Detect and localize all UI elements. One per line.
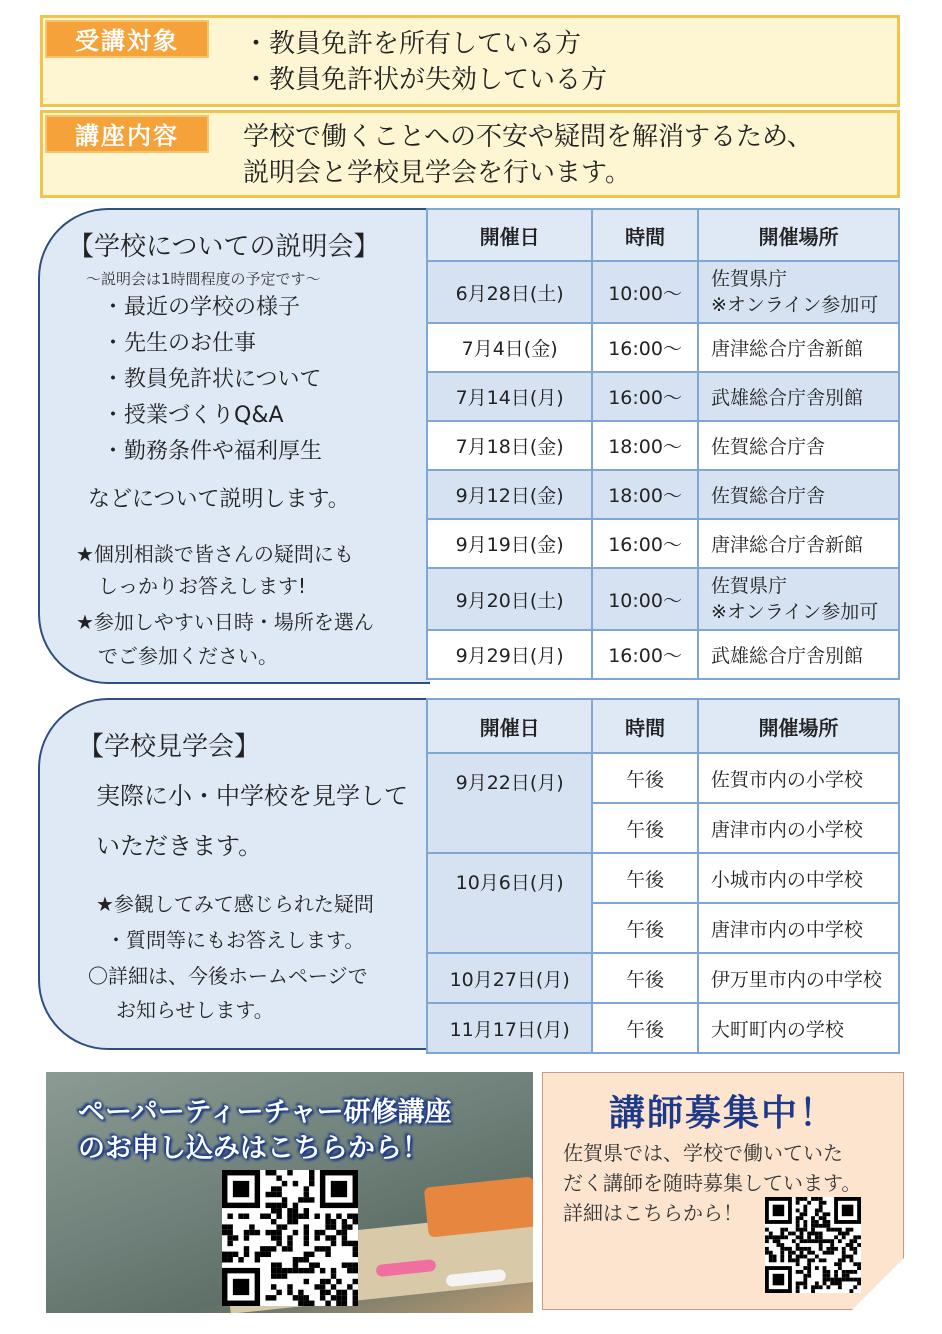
content-line-2: 説明会と学校見学会を行います。 xyxy=(243,158,631,188)
place-note: ※オンライン参加可 xyxy=(710,294,879,316)
table-row xyxy=(427,853,899,903)
briefing-topic: ・勤務条件や福利厚生 xyxy=(102,439,323,464)
place-cell: 唐津市内の中学校 xyxy=(698,903,899,953)
time-cell: 16:00～ xyxy=(592,519,698,568)
visit-note: ★参観してみて感じられた疑問 xyxy=(96,892,374,916)
visit-schedule-table xyxy=(426,698,900,1054)
header-date: 開催日 xyxy=(427,699,592,753)
briefing-topic: ・教員免許状について xyxy=(102,367,322,392)
target-label: 受講対象 xyxy=(45,20,209,58)
date-cell: 9月20日(土) xyxy=(427,568,592,630)
table-row xyxy=(427,261,899,323)
recruit-line: 詳細はこちらから！ xyxy=(563,1201,743,1225)
table-row xyxy=(427,568,899,630)
time-cell: 午後 xyxy=(592,753,698,803)
date-cell: 7月18日(金) xyxy=(427,421,592,470)
apply-title-line-2: のお申し込みはこちらから！ xyxy=(78,1133,429,1164)
table-row xyxy=(427,519,899,568)
visit-note: お知らせします。 xyxy=(116,998,274,1022)
briefing-subtitle: ～説明会は1時間程度の予定です～ xyxy=(86,270,321,288)
recruit-line: 佐賀県では、学校で働いていた xyxy=(563,1141,843,1165)
briefing-note: ★参加しやすい日時・場所を選ん xyxy=(76,610,374,634)
briefing-panel xyxy=(38,208,430,684)
page-curl-corner xyxy=(852,1258,904,1310)
table-row xyxy=(427,953,899,1003)
target-line-1: ・教員免許を所有している方 xyxy=(243,29,582,59)
visit-panel xyxy=(38,698,430,1050)
briefing-schedule-table xyxy=(426,208,900,680)
visit-line: 実際に小・中学校を見学して xyxy=(96,782,408,810)
briefing-note: でご参加ください。 xyxy=(98,644,278,668)
time-cell: 16:00～ xyxy=(592,630,698,679)
time-cell: 10:00～ xyxy=(592,261,698,323)
visit-note: ・質問等にもお答えします。 xyxy=(106,928,365,952)
table-row xyxy=(427,1003,899,1053)
target-line-2: ・教員免許状が失効している方 xyxy=(243,65,608,95)
place-name: 佐賀県庁 xyxy=(710,575,787,597)
date-cell: 7月14日(月) xyxy=(427,372,592,421)
recruit-line: だく講師を随時募集しています。 xyxy=(563,1171,862,1195)
time-cell: 午後 xyxy=(592,953,698,1003)
place-cell: 佐賀総合庁舎 xyxy=(698,421,899,470)
time-cell: 午後 xyxy=(592,1003,698,1053)
target-band xyxy=(40,15,900,107)
table-row xyxy=(427,470,899,519)
time-cell: 18:00～ xyxy=(592,421,698,470)
place-cell: 武雄総合庁舎別館 xyxy=(698,372,899,421)
place-cell: 武雄総合庁舎別館 xyxy=(698,630,899,679)
qr-code-icon xyxy=(222,1170,358,1306)
header-time: 時間 xyxy=(592,209,698,261)
date-cell: 10月27日(月) xyxy=(427,953,592,1003)
briefing-title: 【学校についての説明会】 xyxy=(68,232,380,262)
time-cell: 16:00～ xyxy=(592,323,698,372)
time-cell: 16:00～ xyxy=(592,372,698,421)
place-cell: 唐津総合庁舎新館 xyxy=(698,323,899,372)
apply-title-line-1: ペーパーティーチャー研修講座 xyxy=(78,1097,452,1128)
place-cell: 唐津総合庁舎新館 xyxy=(698,519,899,568)
time-cell: 午後 xyxy=(592,853,698,903)
recruit-title: 講師募集中！ xyxy=(608,1093,837,1134)
date-cell: 6月28日(土) xyxy=(427,261,592,323)
content-label: 講座内容 xyxy=(45,115,209,153)
recruit-qr-code[interactable] xyxy=(765,1197,861,1293)
date-cell: 9月22日(月) xyxy=(427,753,592,853)
time-cell: 18:00～ xyxy=(592,470,698,519)
place-name: 佐賀県庁 xyxy=(710,268,787,290)
apply-qr-code[interactable] xyxy=(222,1170,358,1306)
content-band xyxy=(40,110,900,198)
time-cell: 10:00～ xyxy=(592,568,698,630)
briefing-closing: などについて説明します。 xyxy=(88,487,350,512)
place-cell: 伊万里市内の中学校 xyxy=(698,953,899,1003)
table-row xyxy=(427,323,899,372)
recruit-note xyxy=(542,1072,904,1310)
briefing-topic: ・授業づくりQ&A xyxy=(102,403,284,428)
visit-title: 【学校見学会】 xyxy=(78,732,261,762)
table-row xyxy=(427,630,899,679)
content-line-1: 学校で働くことへの不安や疑問を解消するため、 xyxy=(243,122,813,152)
date-cell: 7月4日(金) xyxy=(427,323,592,372)
time-cell: 午後 xyxy=(592,803,698,853)
date-cell: 9月19日(金) xyxy=(427,519,592,568)
date-cell: 9月29日(月) xyxy=(427,630,592,679)
briefing-note: しっかりお答えします! xyxy=(98,574,307,598)
table-row xyxy=(427,421,899,470)
table-row xyxy=(427,372,899,421)
table-row xyxy=(427,753,899,803)
place-cell: 唐津市内の小学校 xyxy=(698,803,899,853)
place-note: ※オンライン参加可 xyxy=(710,601,879,623)
briefing-topic: ・最近の学校の様子 xyxy=(102,295,301,320)
apply-banner xyxy=(46,1072,533,1313)
place-cell: 大町町内の学校 xyxy=(698,1003,899,1053)
place-cell: 佐賀総合庁舎 xyxy=(698,470,899,519)
time-cell: 午後 xyxy=(592,903,698,953)
header-date: 開催日 xyxy=(427,209,592,261)
place-cell: 小城市内の中学校 xyxy=(698,853,899,903)
date-cell: 10月6日(月) xyxy=(427,853,592,953)
header-place: 開催場所 xyxy=(698,209,899,261)
header-place: 開催場所 xyxy=(698,699,899,753)
place-cell: 佐賀市内の小学校 xyxy=(698,753,899,803)
date-cell: 9月12日(金) xyxy=(427,470,592,519)
place-cell xyxy=(698,568,899,630)
briefing-note: ★個別相談で皆さんの疑問にも xyxy=(76,542,354,566)
place-cell xyxy=(698,261,899,323)
briefing-topic: ・先生のお仕事 xyxy=(102,331,257,356)
date-cell: 11月17日(月) xyxy=(427,1003,592,1053)
visit-line: いただきます。 xyxy=(96,832,263,860)
qr-code-icon xyxy=(765,1197,861,1293)
visit-note: 〇詳細は、今後ホームページで xyxy=(88,964,368,988)
header-time: 時間 xyxy=(592,699,698,753)
